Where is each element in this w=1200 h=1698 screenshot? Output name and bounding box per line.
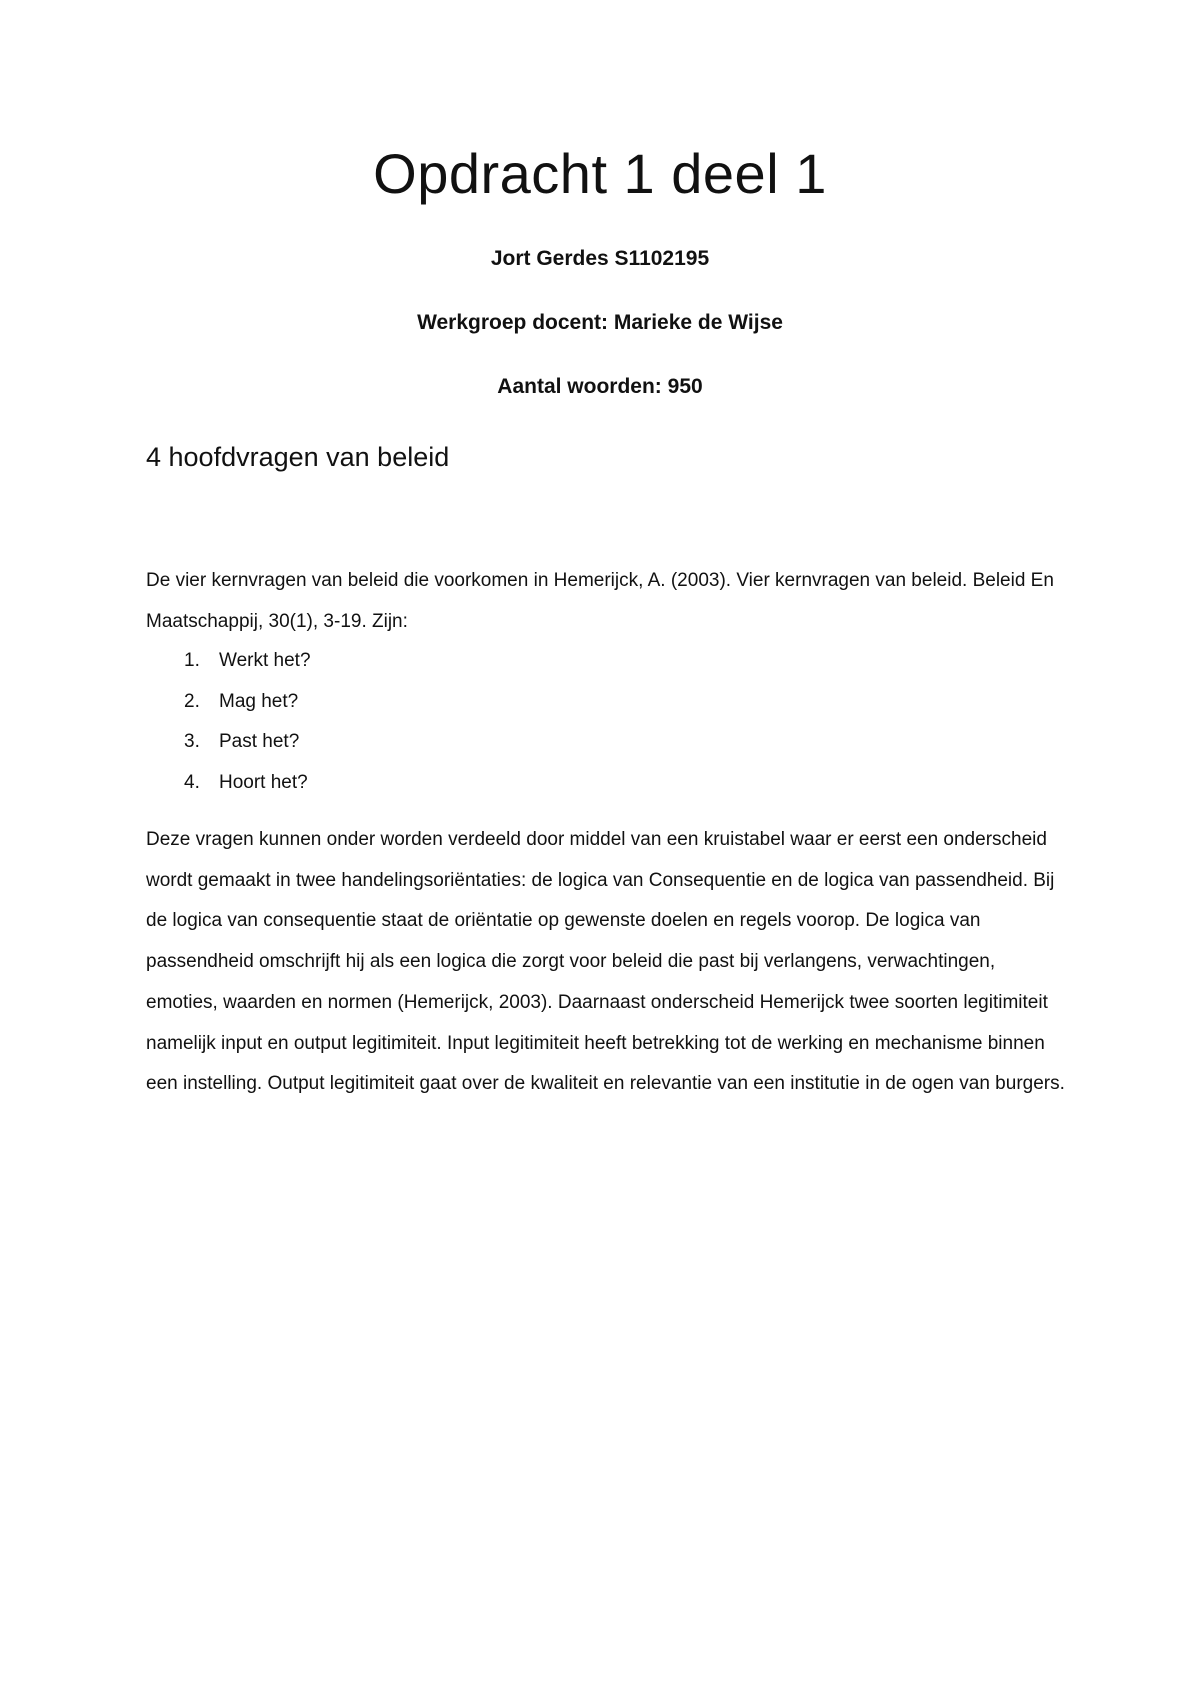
- word-count-line: Aantal woorden: 950: [497, 375, 703, 398]
- list-item-number: 2.: [184, 690, 200, 712]
- list-item-number: 3.: [184, 731, 200, 753]
- author-line: Jort Gerdes S1102195: [490, 247, 710, 270]
- list-item-text: Mag het?: [219, 690, 299, 712]
- list-item-text: Past het?: [219, 731, 300, 753]
- questions-list: [146, 641, 311, 804]
- list-item: [146, 722, 311, 763]
- document-title: Opdracht 1 deel 1: [373, 142, 827, 205]
- list-item-text: Werkt het?: [219, 650, 311, 671]
- section-heading: 4 hoofdvragen van beleid: [146, 442, 450, 472]
- list-item: [146, 763, 311, 804]
- list-item: [146, 682, 311, 723]
- teacher-line: Werkgroep docent: Marieke de Wijse: [417, 311, 783, 334]
- list-item: [146, 641, 311, 682]
- body-paragraph: Deze vragen kunnen onder worden verdeeld door middel van een kruistabel waar er eerst een onderscheid wordt gemaakt in twee handelingsoriëntaties: de logica van Consequentie en de logica van passendheid. Bij de logica van consequentie staat de oriëntatie op gewenste doelen en regels voorop. De logica van passendheid omschrijft hij als een logica die zorgt voor beleid die past bij verlangens, verwachtingen, emoties, waarden en normen (Hemerijck, 2003). Daarnaast onderscheid Hemerijck twee soorten legitimiteit namelijk input en output legitimiteit. Input legitimiteit heeft betrekking tot de werking en mechanisme binnen een instelling. Output legitimiteit gaat over de kwaliteit en relevantie van een institutie in de ogen van burgers.: [146, 829, 1065, 1095]
- intro-paragraph: De vier kernvragen van beleid die voorkomen in Hemerijck, A. (2003). Vier kernvragen van beleid. Beleid En Maatschappij, 30(1), 3-19. Zijn:: [146, 570, 1054, 632]
- list-item-text: Hoort het?: [219, 772, 308, 794]
- list-item-number: 1.: [184, 650, 200, 671]
- list-item-number: 4.: [184, 772, 200, 794]
